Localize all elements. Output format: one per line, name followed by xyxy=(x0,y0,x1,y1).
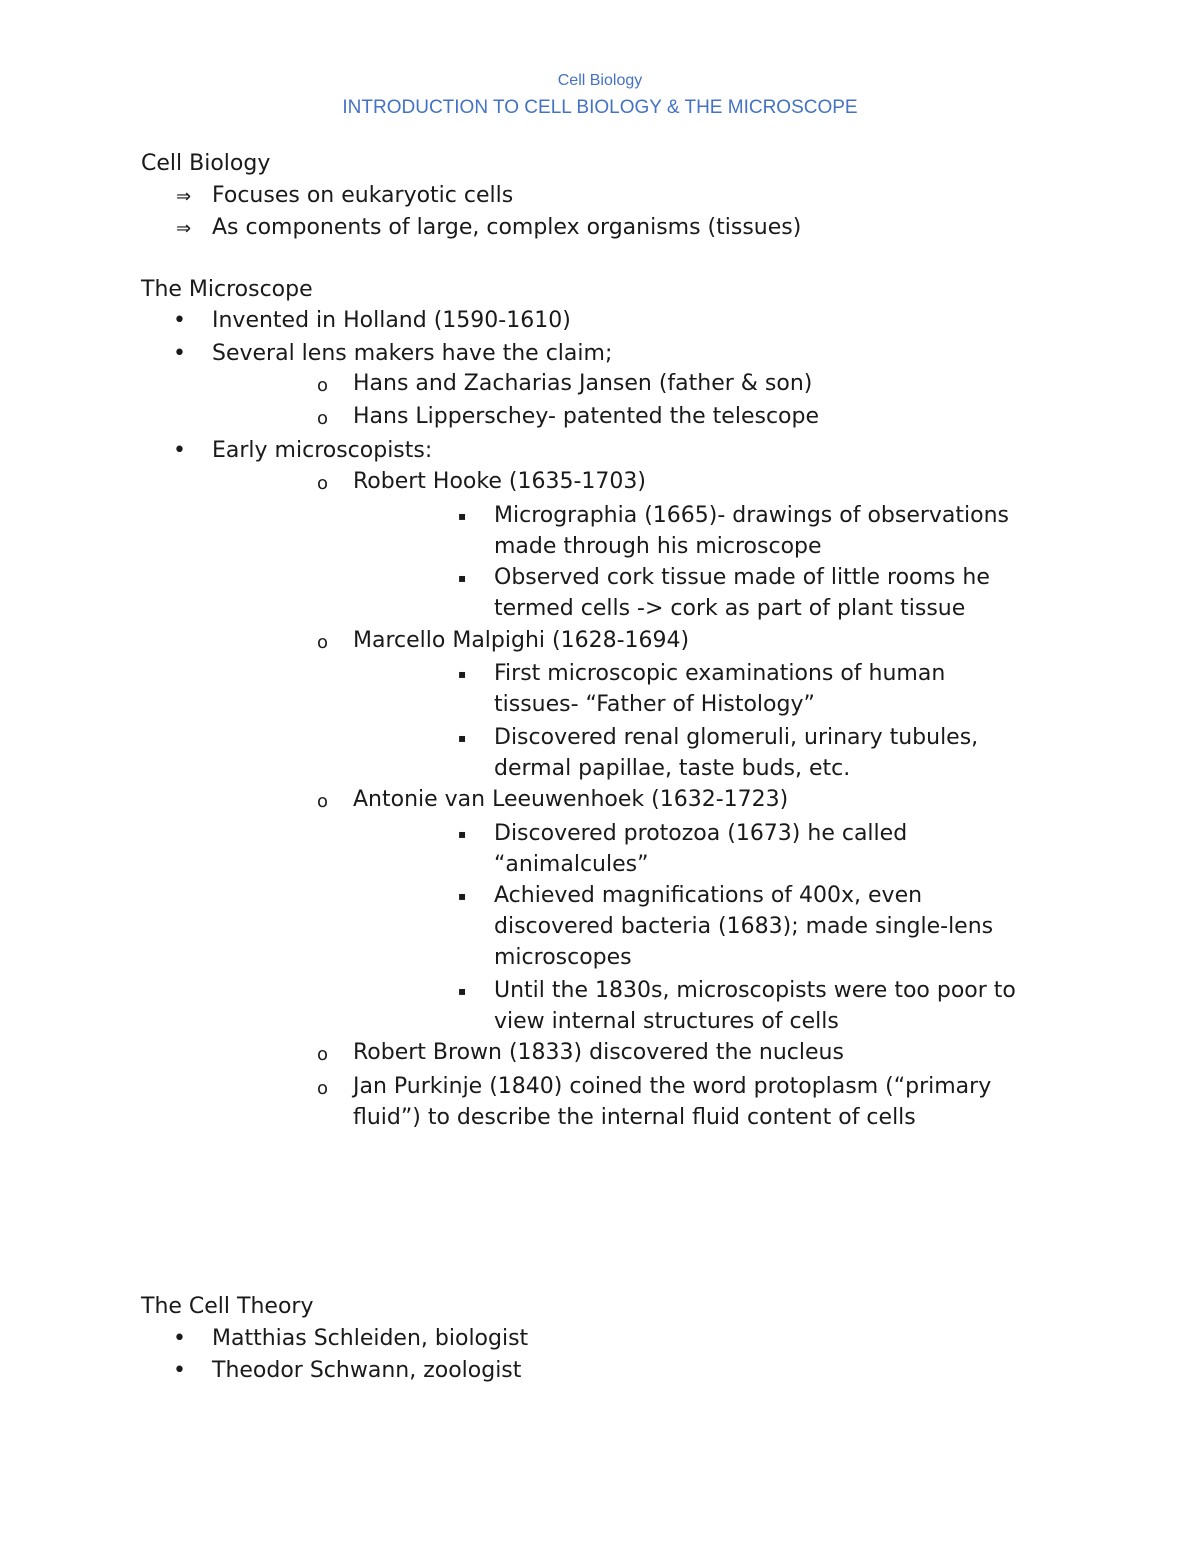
arrow-bullet-icon: ⇒ xyxy=(176,218,192,239)
square-bullet-icon: ▪ xyxy=(458,571,467,585)
course-title: Cell Biology xyxy=(557,72,643,89)
list-item: Jan Purkinje (1840) coined the word protoplasm (“primary xyxy=(353,1074,992,1099)
list-item-continuation: “animalcules” xyxy=(494,852,649,877)
bullet-icon: • xyxy=(173,438,186,463)
bullet-icon: • xyxy=(173,341,186,366)
circle-bullet-icon: o xyxy=(317,375,329,396)
list-item: Hans Lipperschey- patented the telescope xyxy=(353,404,819,429)
list-item: Hans and Zacharias Jansen (father & son) xyxy=(353,371,813,396)
list-item: Robert Hooke (1635-1703) xyxy=(353,469,646,494)
list-item: Marcello Malpighi (1628-1694) xyxy=(353,628,690,653)
list-item: Focuses on eukaryotic cells xyxy=(212,183,514,208)
list-item-continuation: termed cells -> cork as part of plant tissue xyxy=(494,596,966,621)
square-bullet-icon: ▪ xyxy=(458,667,467,681)
list-item: Several lens makers have the claim; xyxy=(212,341,613,366)
list-item-continuation: view internal structures of cells xyxy=(494,1009,839,1034)
circle-bullet-icon: o xyxy=(317,791,329,812)
square-bullet-icon: ▪ xyxy=(458,827,467,841)
list-item-continuation: dermal papillae, taste buds, etc. xyxy=(494,756,851,781)
list-item: Achieved magnifications of 400x, even xyxy=(494,883,923,908)
list-item-continuation: microscopes xyxy=(494,945,632,970)
document-title: INTRODUCTION TO CELL BIOLOGY & THE MICROSCOPE xyxy=(342,97,858,118)
list-item-continuation: tissues- “Father of Histology” xyxy=(494,692,815,717)
circle-bullet-icon: o xyxy=(317,473,329,494)
list-item: Micrographia (1665)- drawings of observations xyxy=(494,503,1010,528)
bullet-icon: • xyxy=(173,1358,186,1383)
list-item-continuation: fluid”) to describe the internal fluid content of cells xyxy=(353,1105,916,1130)
square-bullet-icon: ▪ xyxy=(458,889,467,903)
circle-bullet-icon: o xyxy=(317,1044,329,1065)
list-item: Discovered renal glomeruli, urinary tubules, xyxy=(494,725,979,750)
square-bullet-icon: ▪ xyxy=(458,731,467,745)
bullet-icon: • xyxy=(173,308,186,333)
list-item: Until the 1830s, microscopists were too poor to xyxy=(494,978,1016,1003)
section-heading-microscope: The Microscope xyxy=(141,277,313,302)
list-item-continuation: made through his microscope xyxy=(494,534,822,559)
section-heading-cell-biology: Cell Biology xyxy=(141,151,271,176)
list-item: Discovered protozoa (1673) he called xyxy=(494,821,908,846)
list-item: Invented in Holland (1590-1610) xyxy=(212,308,571,333)
list-item: Matthias Schleiden, biologist xyxy=(212,1326,529,1351)
arrow-bullet-icon: ⇒ xyxy=(176,186,192,207)
list-item: Theodor Schwann, zoologist xyxy=(212,1358,522,1383)
list-item: Robert Brown (1833) discovered the nucleus xyxy=(353,1040,844,1065)
list-item: Antonie van Leeuwenhoek (1632-1723) xyxy=(353,787,789,812)
list-item: First microscopic examinations of human xyxy=(494,661,946,686)
circle-bullet-icon: o xyxy=(317,1078,329,1099)
circle-bullet-icon: o xyxy=(317,408,329,429)
section-heading-cell-theory: The Cell Theory xyxy=(141,1294,314,1319)
list-item: Early microscopists: xyxy=(212,438,433,463)
bullet-icon: • xyxy=(173,1326,186,1351)
circle-bullet-icon: o xyxy=(317,632,329,653)
square-bullet-icon: ▪ xyxy=(458,509,467,523)
list-item-continuation: discovered bacteria (1683); made single-lens xyxy=(494,914,994,939)
square-bullet-icon: ▪ xyxy=(458,984,467,998)
list-item: Observed cork tissue made of little rooms he xyxy=(494,565,990,590)
list-item: As components of large, complex organisms (tissues) xyxy=(212,215,802,240)
